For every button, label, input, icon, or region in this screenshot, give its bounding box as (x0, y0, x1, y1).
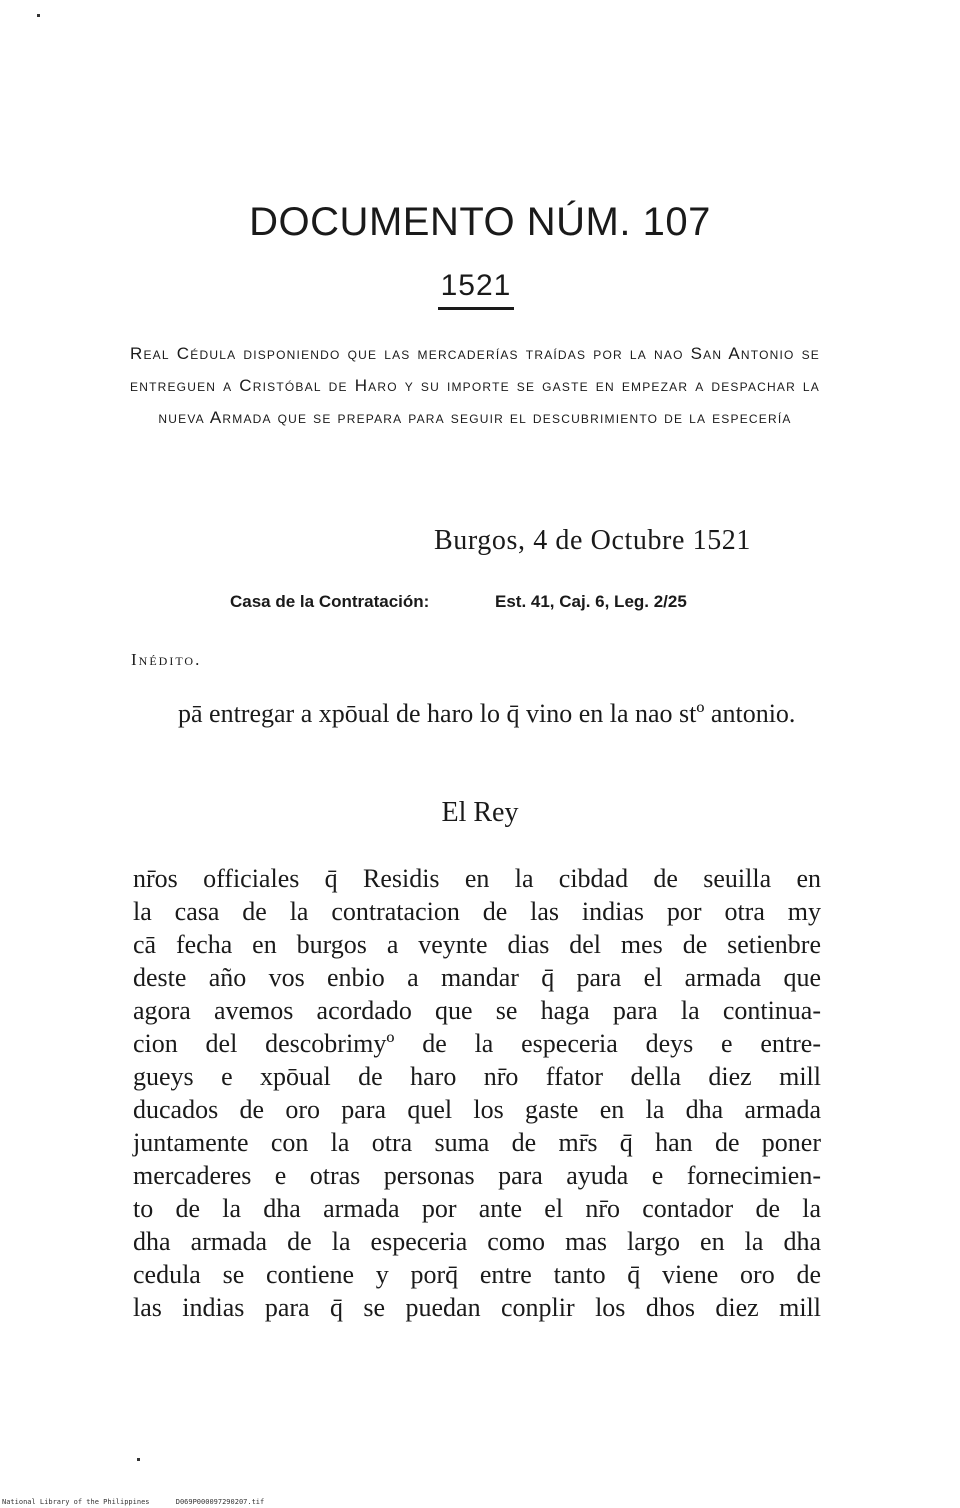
body-line: cedula se contiene y porq̄ entre tanto q̄ viene oro de (133, 1260, 821, 1289)
body-line: mercaderes e otras personas para ayuda e fornecimien- (133, 1161, 821, 1190)
body-line: to de la dha armada por ante el nr̄o contador de la (133, 1194, 821, 1223)
scan-footer (2, 1498, 286, 1506)
marginal-heading: pā entregar a xpōual de haro lo q̄ vino en la nao stº antonio. (178, 699, 796, 728)
king-heading: El Rey (441, 797, 519, 828)
body-line: cā fecha en burgos a veynte dias del mes de setienbre (133, 930, 821, 959)
body-line: deste año vos enbio a mandar q̄ para el armada que (133, 963, 821, 992)
body-line: agora avemos acordado que se haga para la continua- (133, 996, 821, 1025)
body-line: dha armada de la especeria como mas largo en la dha (133, 1227, 821, 1256)
year-underline (438, 307, 514, 310)
archive-reference: Est. 41, Caj. 6, Leg. 2/25 (495, 592, 687, 611)
document-year: 1521 (440, 269, 512, 302)
body-line: nr̄os officiales q̄ Residis en la cibdad de seuilla en (133, 864, 821, 893)
scan-mark-bottom (137, 1458, 140, 1461)
body-line: cion del descobrimyº de la especeria deys e entre- (133, 1029, 821, 1058)
footer-file-id: D069P000097290207.tif (175, 1498, 265, 1506)
body-line: ducados de oro para quel los gaste en la dha armada (133, 1095, 821, 1124)
document-summary: Real Cédula disponiendo que las mercaderías traídas por la nao San Antonio se entreguen a Cristóbal de Haro y su importe se gaste en empezar a despachar la nueva Armada que se prepara para seguir el descubrimiento de la especería (130, 344, 820, 427)
body-line: la casa de la contratacion de las indias por otra my (133, 897, 821, 926)
publication-status: Inédito. (131, 650, 202, 669)
document-title: DOCUMENTO NÚM. 107 (249, 200, 711, 244)
scan-mark-top (37, 14, 40, 17)
footer-library: National Library of the Philippines (2, 1498, 150, 1506)
archive-label: Casa de la Contratación: (230, 592, 430, 611)
body-line: gueys e xpōual de haro nr̄o ffator della diez mill (133, 1062, 821, 1091)
document-body (133, 862, 821, 1324)
body-line: juntamente con la otra suma de mr̄s q̄ han de poner (133, 1128, 821, 1157)
place-date: Burgos, 4 de Octubre 1521 (434, 525, 751, 556)
body-line: las indias para q̄ se puedan conplir los dhos diez mill (133, 1293, 821, 1322)
